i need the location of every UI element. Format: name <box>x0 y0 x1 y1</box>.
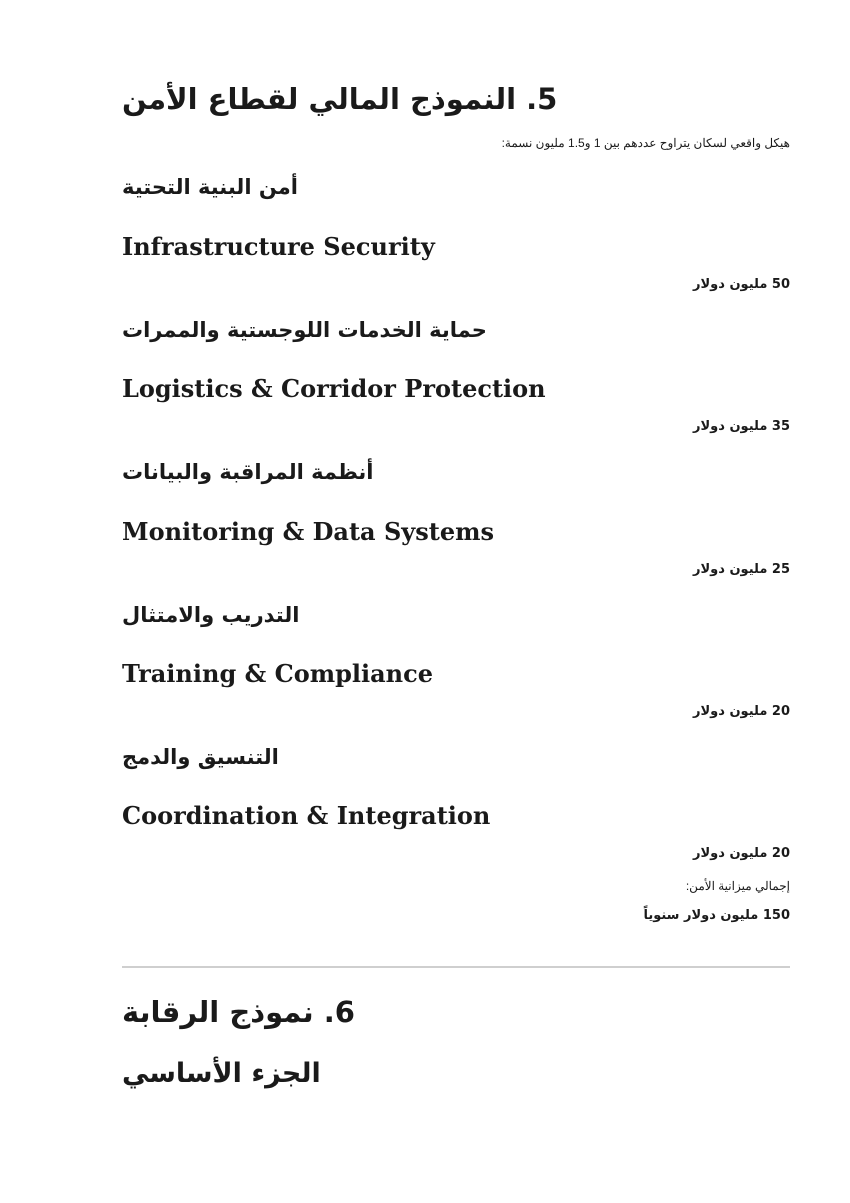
item-title-ar-logistics: حماية الخدمات اللوجستية والممرات <box>122 318 487 342</box>
section-6-subheading: الجزء الأساسي <box>122 1058 321 1089</box>
item-title-ar-training: التدريب والامتثال <box>122 603 300 627</box>
item-title-en-infrastructure: Infrastructure Security <box>122 232 435 261</box>
section-6-heading: 6. نموذج الرقابة <box>122 995 355 1029</box>
total-budget-label: إجمالي ميزانية الأمن: <box>685 879 790 893</box>
section-5-heading: 5. النموذج المالي لقطاع الأمن <box>122 82 558 116</box>
item-amount-infrastructure: 50 مليون دولار <box>693 277 790 292</box>
item-title-ar-monitoring: أنظمة المراقبة والبيانات <box>122 460 374 484</box>
item-title-ar-infrastructure: أمن البنية التحتية <box>122 175 298 199</box>
item-amount-monitoring: 25 مليون دولار <box>693 562 790 577</box>
total-budget-value: 150 مليون دولار سنوياً <box>643 908 790 923</box>
item-amount-training: 20 مليون دولار <box>693 704 790 719</box>
item-title-en-monitoring: Monitoring & Data Systems <box>122 517 495 546</box>
section-divider <box>122 966 790 968</box>
item-amount-logistics: 35 مليون دولار <box>693 419 790 434</box>
item-title-en-training: Training & Compliance <box>122 659 434 688</box>
section-5-intro: هيكل واقعي لسكان يتراوح عددهم بين 1 و1.5 مليون نسمة: <box>501 136 790 150</box>
item-title-ar-coordination: التنسيق والدمج <box>122 745 279 769</box>
item-title-en-coordination: Coordination & Integration <box>122 801 491 830</box>
item-amount-coordination: 20 مليون دولار <box>693 846 790 861</box>
item-title-en-logistics: Logistics & Corridor Protection <box>122 374 546 403</box>
